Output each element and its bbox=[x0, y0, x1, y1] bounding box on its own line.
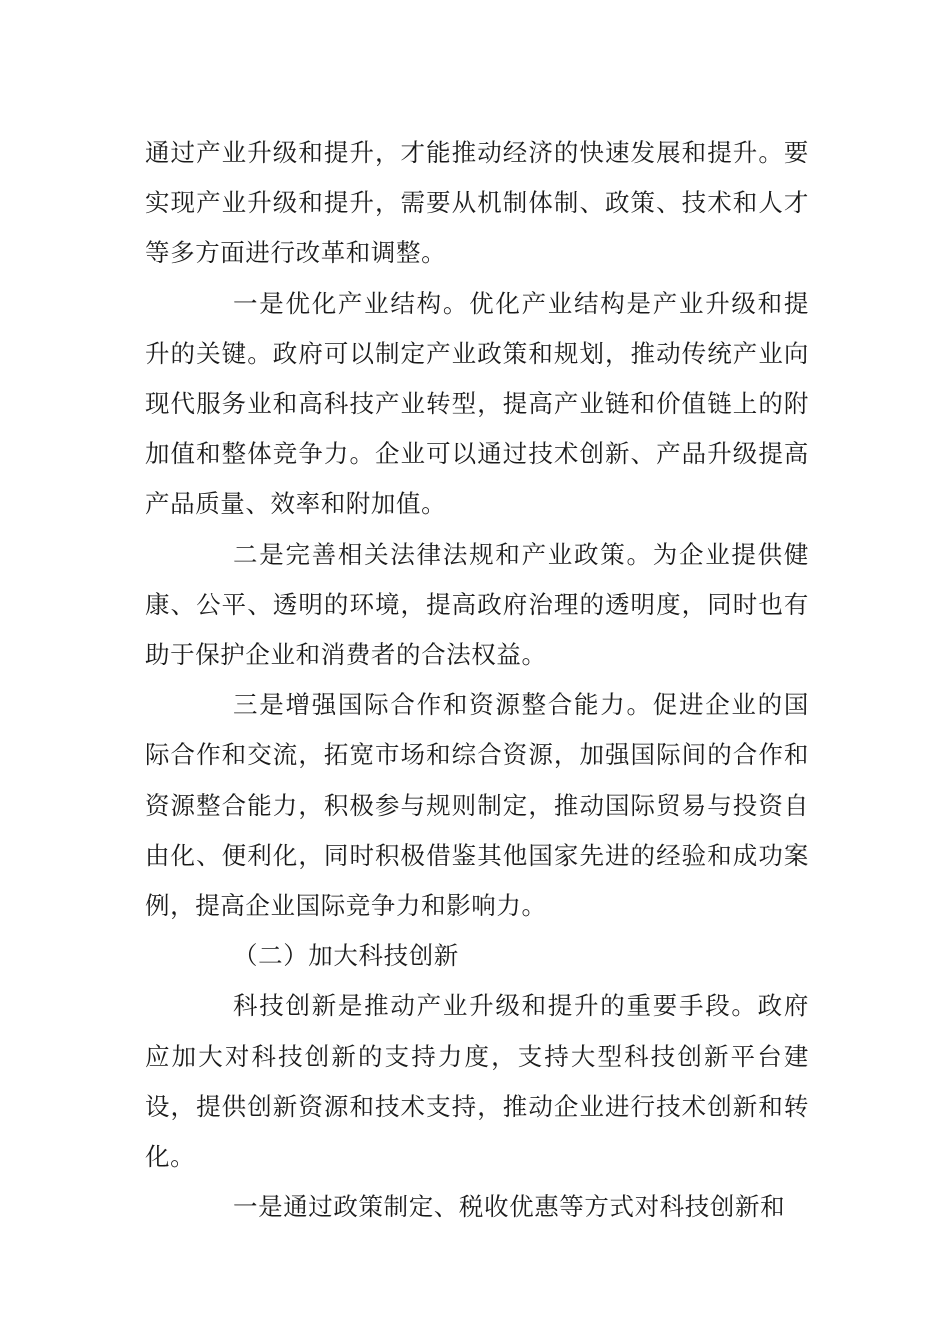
paragraph-policy-tax: 一是通过政策制定、税收优惠等方式对科技创新和 bbox=[233, 1192, 786, 1222]
paragraph-intro: 通过产业升级和提升，才能推动经济的快速发展和提升。要实现产业升级和提升，需要从机制体制、政策、技术和人才等多方面进行改革和调整。 bbox=[145, 138, 809, 268]
paragraph-international-cooperation: 三是增强国际合作和资源整合能力。促进企业的国际合作和交流，拓宽市场和综合资源，加强国际间的合作和资源整合能力，积极参与规则制定，推动国际贸易与投资自由化、便利化，同时积极借鉴其他国家先进的经验和成功案例，提高企业国际竞争力和影响力。 bbox=[145, 690, 809, 921]
paragraph-optimize-structure: 一是优化产业结构。优化产业结构是产业升级和提升的关键。政府可以制定产业政策和规划，推动传统产业向现代服务业和高科技产业转型，提高产业链和价值链上的附加值和整体竞争力。企业可以通过技术创新、产品升级提高产品质量、效率和附加值。 bbox=[145, 288, 809, 519]
document-body bbox=[145, 128, 809, 1232]
paragraph-tech-innovation: 科技创新是推动产业升级和提升的重要手段。政府应加大对科技创新的支持力度，支持大型科技创新平台建设，提供创新资源和技术支持，推动企业进行技术创新和转化。 bbox=[145, 991, 809, 1172]
section-heading: （二）加大科技创新 bbox=[233, 941, 459, 971]
paragraph-improve-laws: 二是完善相关法律法规和产业政策。为企业提供健康、公平、透明的环境，提高政府治理的透明度，同时也有助于保护企业和消费者的合法权益。 bbox=[145, 539, 809, 670]
